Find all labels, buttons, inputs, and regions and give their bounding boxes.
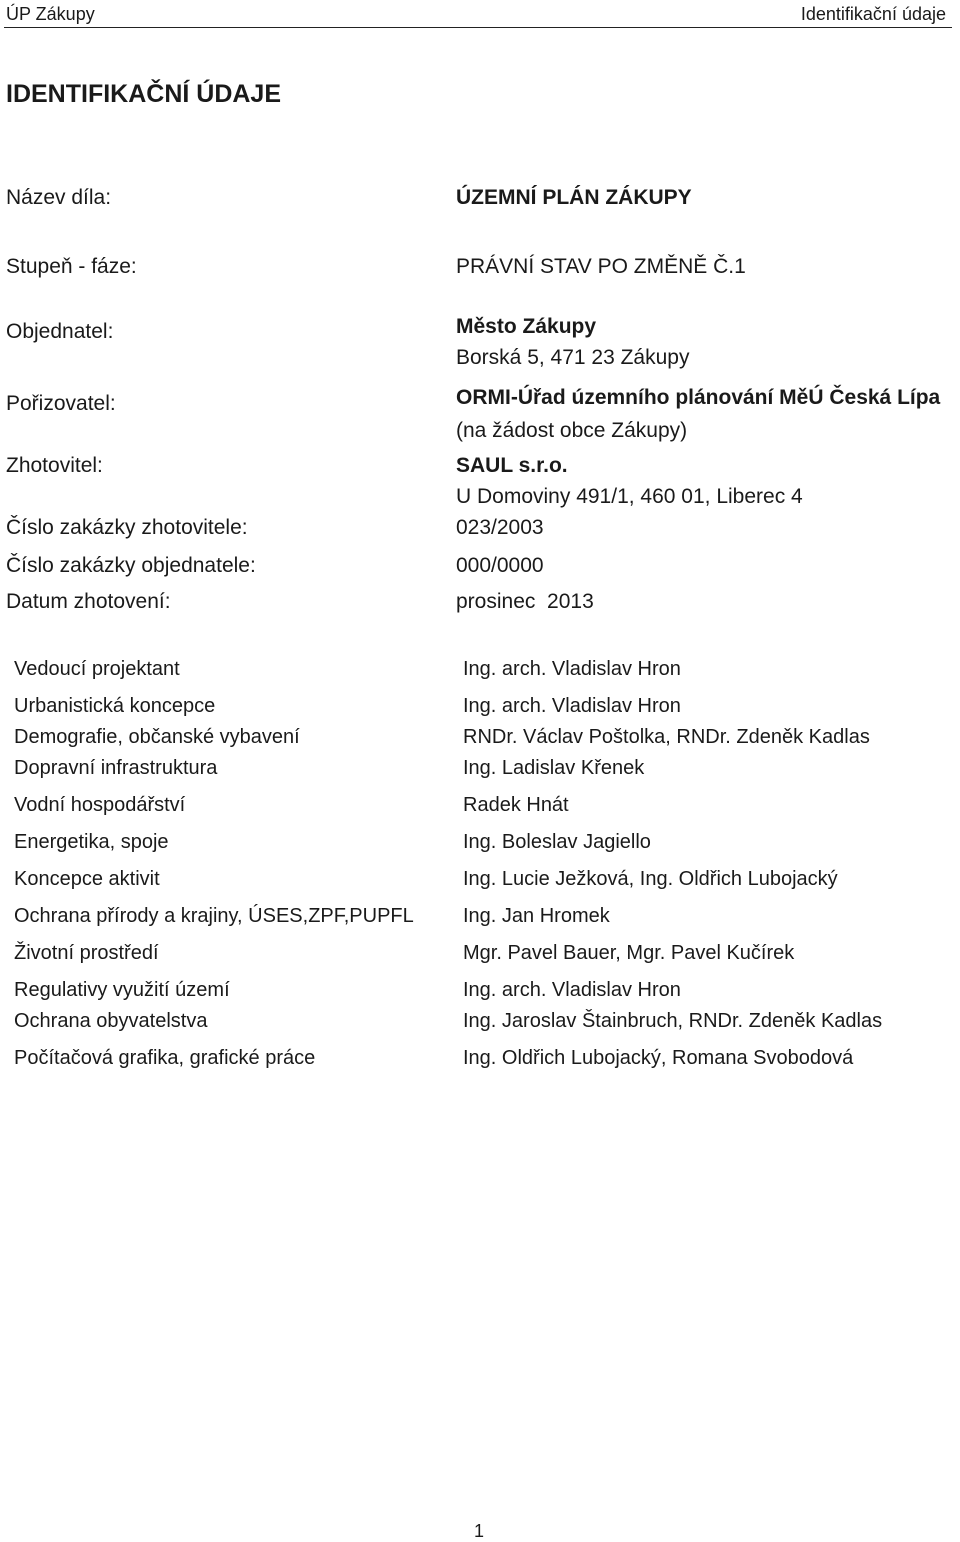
team-role: Urbanistická koncepce	[14, 695, 216, 717]
team-role: Vodní hospodářství	[14, 794, 186, 816]
team-person: Radek Hnát	[463, 794, 569, 816]
zhotovitel-address: U Domoviny 491/1, 460 01, Liberec 4	[456, 485, 803, 508]
team-person: RNDr. Václav Poštolka, RNDr. Zdeněk Kadlas	[463, 726, 870, 748]
objednatel-label: Objednatel:	[6, 320, 114, 343]
porizovatel-name: ORMI-Úřad územního plánování MěÚ Česká Lípa	[456, 386, 941, 409]
cislo-zhotovitele-value: 023/2003	[456, 516, 544, 539]
team-person: Ing. Oldřich Lubojacký, Romana Svobodová	[463, 1047, 854, 1069]
team-role: Regulativy využití území	[14, 979, 230, 1001]
datum-value: prosinec 2013	[456, 590, 594, 613]
team-role: Demografie, občanské vybavení	[14, 726, 300, 748]
zhotovitel-name: SAUL s.r.o.	[456, 454, 568, 477]
cislo-objednatele-value: 000/0000	[456, 554, 544, 577]
team-person: Ing. Lucie Ježková, Ing. Oldřich Lubojacký	[463, 868, 838, 890]
team-role: Dopravní infrastruktura	[14, 757, 218, 779]
header-divider	[4, 27, 952, 28]
objednatel-name: Město Zákupy	[456, 315, 597, 338]
team-person: Ing. arch. Vladislav Hron	[463, 658, 681, 680]
datum-label: Datum zhotovení:	[6, 590, 171, 613]
team-role: Ochrana přírody a krajiny, ÚSES,ZPF,PUPFL	[14, 905, 414, 927]
porizovatel-note: (na žádost obce Zákupy)	[456, 419, 688, 442]
zhotovitel-label: Zhotovitel:	[6, 454, 103, 477]
page-number: 1	[474, 1521, 485, 1541]
header-left-text: ÚP Zákupy	[6, 4, 95, 24]
team-person: Mgr. Pavel Bauer, Mgr. Pavel Kučírek	[463, 942, 795, 964]
team-role: Koncepce aktivit	[14, 868, 160, 890]
team-role: Vedoucí projektant	[14, 658, 180, 680]
team-person: Ing. arch. Vladislav Hron	[463, 979, 681, 1001]
team-role: Životní prostředí	[14, 942, 159, 964]
team-role: Ochrana obyvatelstva	[14, 1010, 208, 1032]
team-person: Ing. arch. Vladislav Hron	[463, 695, 681, 717]
team-role: Počítačová grafika, grafické práce	[14, 1047, 316, 1069]
page-title: IDENTIFIKAČNÍ ÚDAJE	[6, 80, 282, 108]
cislo-objednatele-label: Číslo zakázky objednatele:	[6, 554, 256, 577]
team-role: Energetika, spoje	[14, 831, 169, 853]
team-person: Ing. Jan Hromek	[463, 905, 610, 927]
team-person: Ing. Jaroslav Štainbruch, RNDr. Zdeněk Kadlas	[463, 1010, 883, 1032]
header-right-text: Identifikační údaje	[800, 4, 946, 24]
stupen-value: PRÁVNÍ STAV PO ZMĚNĚ Č.1	[456, 255, 746, 278]
cislo-zhotovitele-label: Číslo zakázky zhotovitele:	[6, 516, 248, 539]
objednatel-address: Borská 5, 471 23 Zákupy	[456, 346, 690, 369]
nazev-value: ÚZEMNÍ PLÁN ZÁKUPY	[456, 186, 692, 209]
team-person: Ing. Ladislav Křenek	[463, 757, 645, 779]
team-person: Ing. Boleslav Jagiello	[463, 831, 651, 853]
nazev-label: Název díla:	[6, 186, 112, 209]
stupen-label: Stupeň - fáze:	[6, 255, 137, 278]
porizovatel-label: Pořizovatel:	[6, 392, 116, 415]
